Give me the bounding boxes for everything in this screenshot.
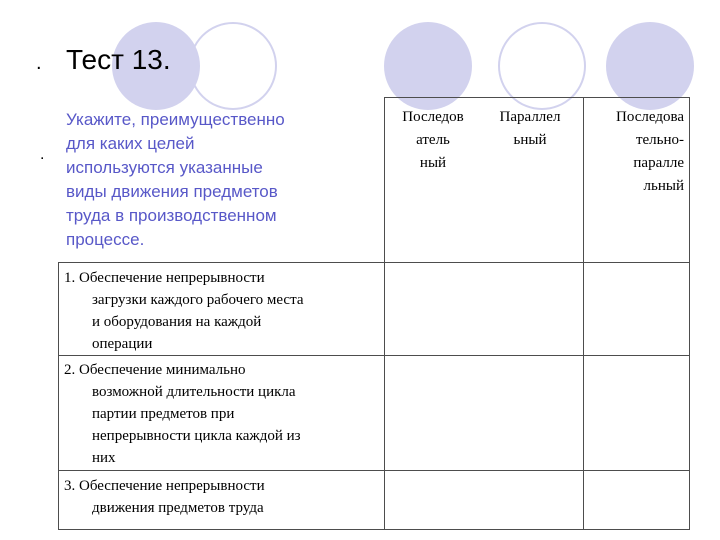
question-line: виды движения предметов: [66, 182, 278, 201]
table-border: [58, 529, 690, 530]
table-border: [384, 97, 385, 530]
column-header-line: паралле: [633, 155, 684, 171]
column-header-line: тельно-: [635, 132, 684, 148]
table-border: [689, 97, 690, 530]
column-header-line: льный: [643, 178, 684, 194]
row-line: операции: [92, 336, 153, 352]
column-header-line: атель: [416, 132, 450, 148]
decor-circle: [189, 22, 277, 110]
table-border: [384, 97, 690, 98]
question-line: для каких целей: [66, 134, 195, 153]
row-line: загрузки каждого рабочего места: [92, 292, 304, 308]
table-border: [58, 262, 59, 530]
column-header-sequential-parallel: [586, 106, 684, 198]
row-line: возможной длительности цикла: [92, 384, 296, 400]
question-line: труда в производственном: [66, 206, 277, 225]
column-header-line: ьный: [513, 132, 547, 148]
table-border: [583, 97, 584, 530]
question-text: [66, 108, 366, 252]
row-line: движения предметов труда: [92, 500, 264, 516]
row-line: и оборудования на каждой: [92, 314, 262, 330]
title-bullet: .: [36, 52, 42, 74]
slide-title: Тест 13.: [66, 44, 171, 75]
row-line: них: [92, 450, 116, 466]
table-border: [58, 262, 690, 263]
question-line: процессе.: [66, 230, 145, 249]
column-header-line: Последова: [616, 109, 684, 125]
table-row-3-label: [64, 475, 370, 519]
row-line: непрерывности цикла каждой из: [92, 428, 301, 444]
question-line: Укажите, преимущественно: [66, 110, 285, 129]
column-header-line: Параллел: [499, 109, 561, 125]
row-line: партии предметов при: [92, 406, 235, 422]
row-line: 1. Обеспечение непрерывности: [64, 270, 265, 286]
table-border: [58, 470, 690, 471]
table-row-2-label: [64, 359, 370, 469]
table-row-1-label: [64, 267, 370, 355]
row-line: 3. Обеспечение непрерывности: [64, 478, 265, 494]
column-header-parallel: [480, 106, 580, 152]
row-line: 2. Обеспечение минимально: [64, 362, 246, 378]
table-border: [58, 355, 690, 356]
column-header-line: ный: [419, 155, 447, 171]
question-bullet: .: [40, 146, 45, 163]
question-line: используются указанные: [66, 158, 263, 177]
column-header-sequential: [390, 106, 476, 175]
column-header-line: Последов: [402, 109, 464, 125]
